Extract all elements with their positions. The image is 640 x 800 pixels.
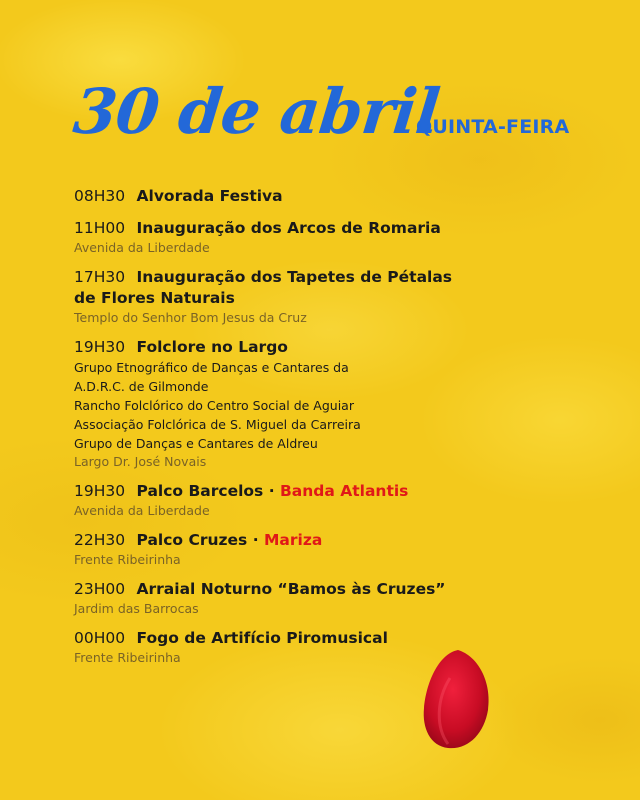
event-title: Folclore no Largo	[136, 338, 288, 356]
event-location: Templo do Senhor Bom Jesus da Cruz	[74, 310, 307, 325]
event-artist: Banda Atlantis	[279, 482, 409, 500]
weekday-label: QUINTA-FEIRA	[416, 116, 570, 138]
schedule-list	[74, 186, 574, 677]
event-heading	[74, 579, 574, 600]
event-title: Palco Cruzes	[136, 531, 248, 549]
event-item	[74, 628, 574, 666]
event-heading	[74, 530, 574, 551]
event-detail: Associação Folclórica de S. Miguel da Carreira	[74, 417, 361, 432]
event-heading	[74, 186, 574, 207]
event-time: 23H00	[74, 580, 126, 598]
event-title: Fogo de Artifício Piromusical	[136, 629, 388, 647]
event-title: Alvorada Festiva	[136, 187, 283, 205]
event-location: Avenida da Liberdade	[74, 503, 210, 518]
event-location: Jardim das Barrocas	[74, 601, 199, 616]
event-item	[74, 218, 574, 256]
event-detail: Grupo de Danças e Cantares de Aldreu	[74, 436, 318, 451]
event-detail: Grupo Etnográfico de Danças e Cantares da	[74, 360, 349, 375]
event-item	[74, 579, 574, 617]
event-location: Frente Ribeirinha	[74, 552, 181, 567]
event-separator: ·	[268, 482, 275, 500]
event-heading	[74, 218, 574, 239]
event-item	[74, 530, 574, 568]
event-title: Inauguração dos Tapetes de Pétalas	[136, 268, 453, 286]
header	[70, 70, 594, 160]
event-separator: ·	[252, 531, 259, 549]
event-title: Inauguração dos Arcos de Romaria	[136, 219, 441, 237]
date-title: 30 de abril	[70, 75, 443, 148]
event-location: Largo Dr. José Novais	[74, 454, 207, 469]
event-artist: Mariza	[263, 531, 323, 549]
event-item	[74, 267, 574, 326]
event-time: 00H00	[74, 629, 126, 647]
event-location: Frente Ribeirinha	[74, 650, 181, 665]
event-title-continued: de Flores Naturais	[74, 289, 235, 307]
event-item	[74, 186, 574, 207]
event-heading	[74, 337, 574, 358]
flower-petal-icon	[418, 648, 492, 752]
event-item	[74, 337, 574, 470]
event-heading	[74, 628, 574, 649]
event-time: 17H30	[74, 268, 126, 286]
event-location: Avenida da Liberdade	[74, 240, 210, 255]
event-time: 19H30	[74, 482, 126, 500]
event-title: Arraial Noturno “Bamos às Cruzes”	[136, 580, 446, 598]
event-item	[74, 481, 574, 519]
event-title: Palco Barcelos	[136, 482, 264, 500]
event-detail: Rancho Folclórico do Centro Social de Aguiar	[74, 398, 354, 413]
event-heading	[74, 267, 574, 288]
event-time: 08H30	[74, 187, 126, 205]
event-time: 11H00	[74, 219, 126, 237]
event-heading	[74, 481, 574, 502]
event-time: 22H30	[74, 531, 126, 549]
event-time: 19H30	[74, 338, 126, 356]
event-detail: A.D.R.C. de Gilmonde	[74, 379, 209, 394]
